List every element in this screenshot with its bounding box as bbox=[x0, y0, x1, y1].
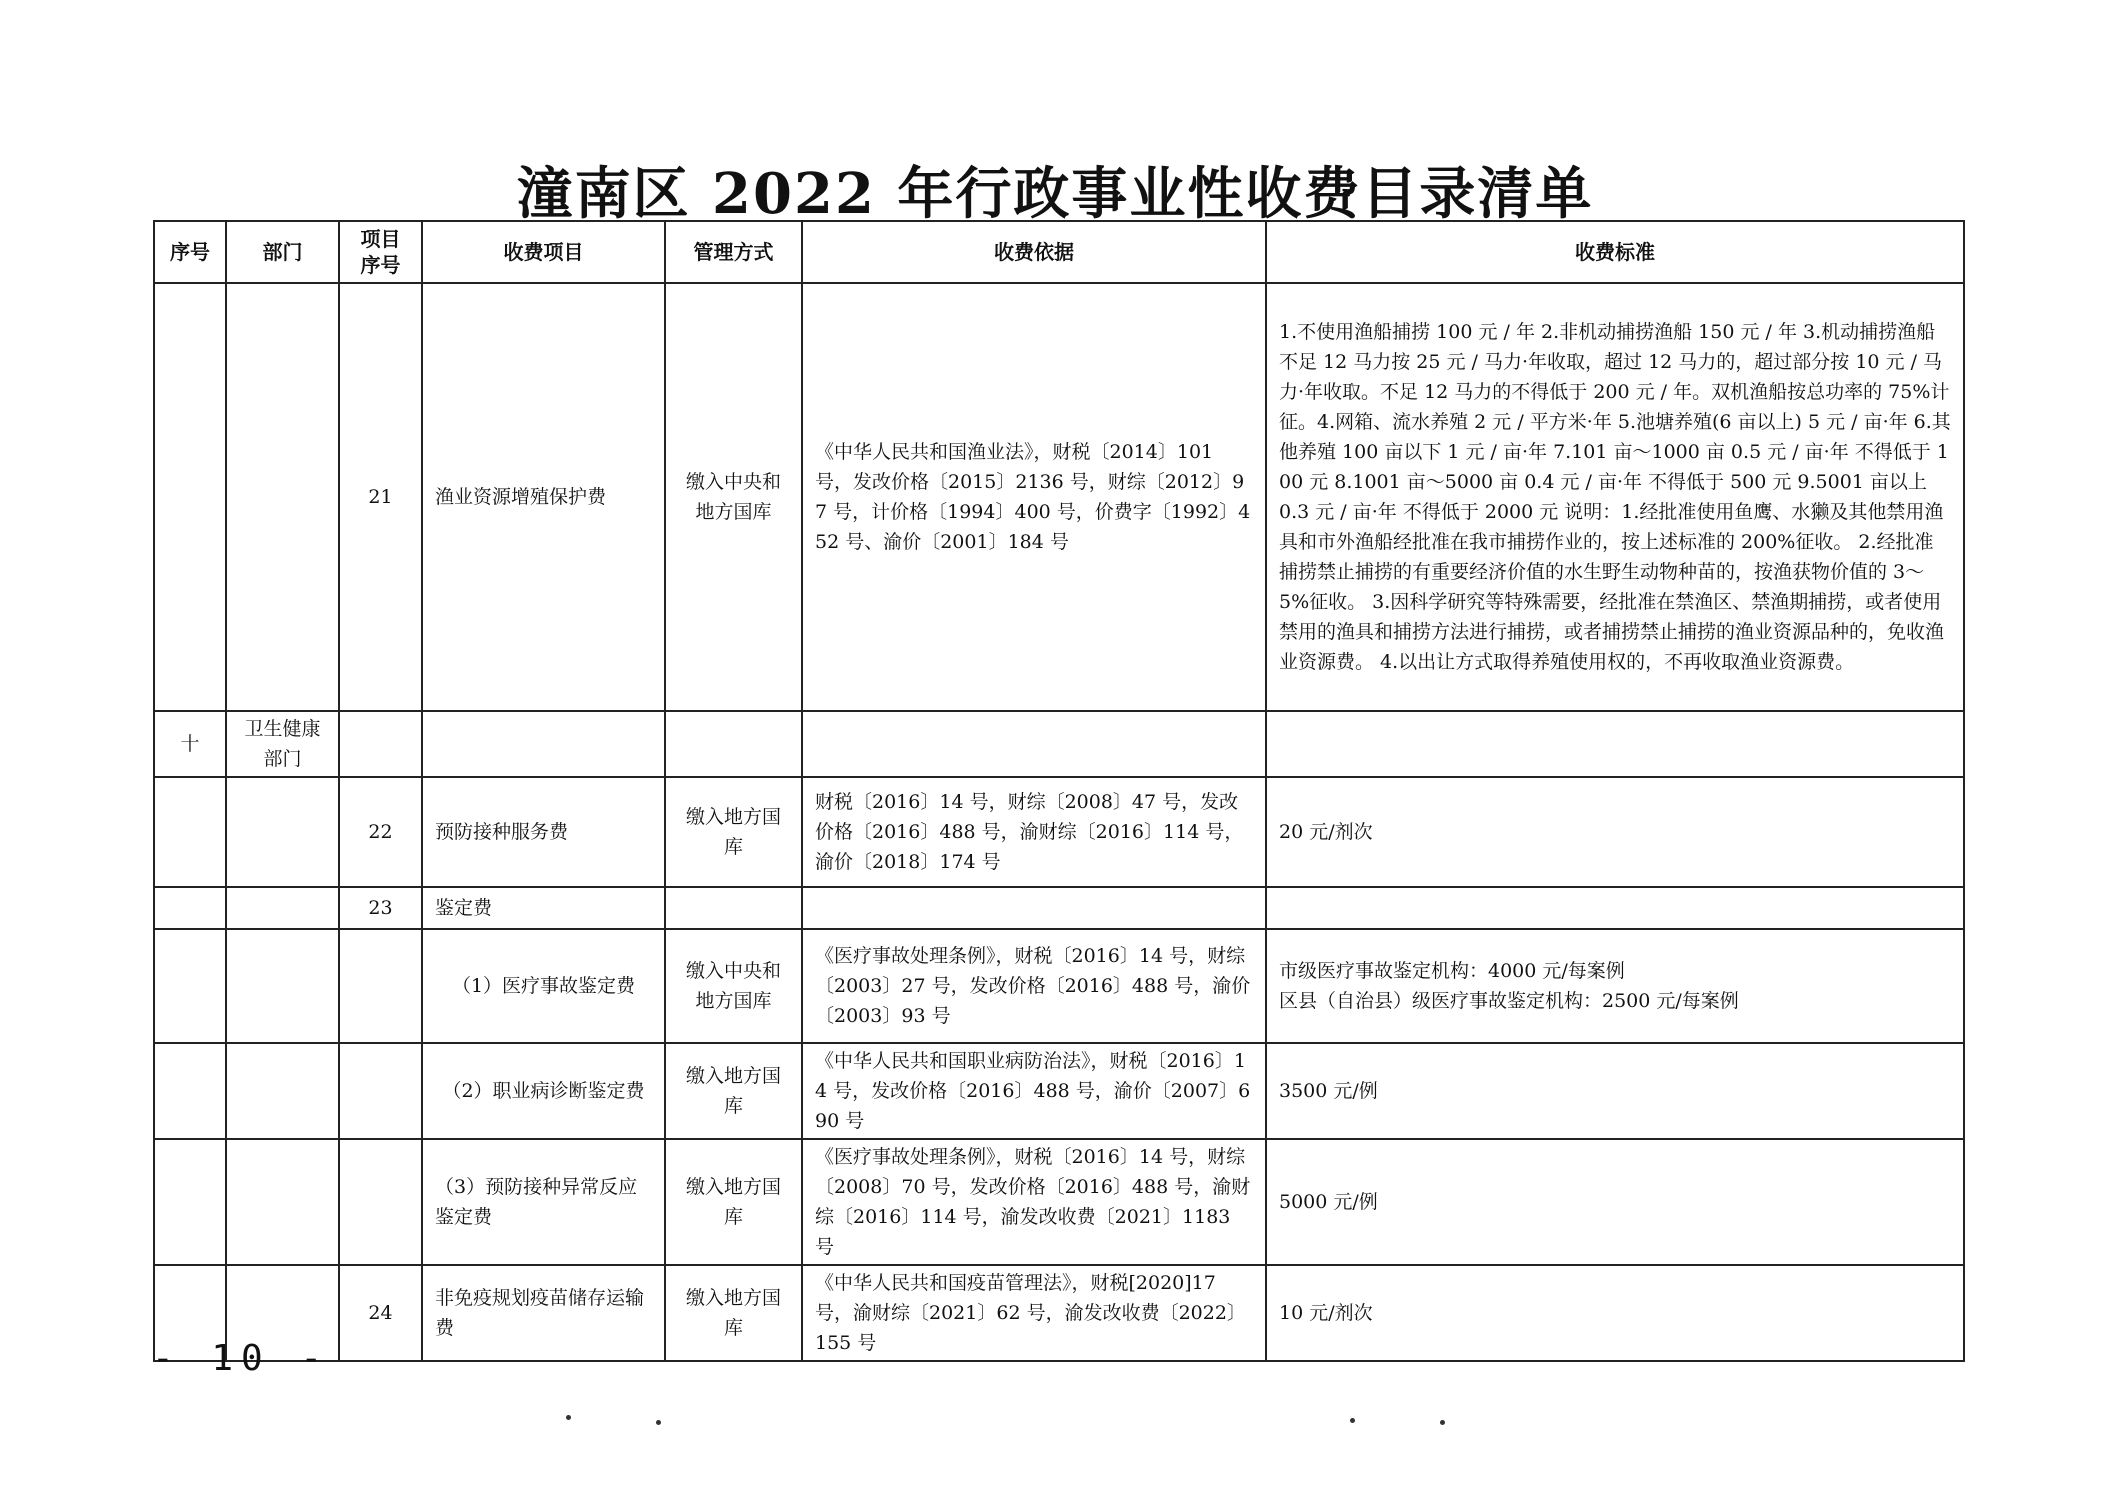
cell-basis bbox=[802, 887, 1266, 929]
header-seq: 序号 bbox=[154, 221, 226, 283]
scan-speck bbox=[1440, 1420, 1445, 1425]
table-row bbox=[154, 929, 1964, 1043]
cell-item: （1）医疗事故鉴定费 bbox=[422, 929, 665, 1043]
cell-mgmt: 缴入地方国库 bbox=[665, 1265, 802, 1361]
standard-line: 区县（自治县）级医疗事故鉴定机构：2500 元/每案例 bbox=[1279, 990, 1739, 1012]
cell-dept bbox=[226, 887, 339, 929]
cell-basis bbox=[802, 711, 1266, 777]
standard-line: 市级医疗事故鉴定机构：4000 元/每案例 bbox=[1279, 960, 1625, 982]
cell-basis: 财税〔2016〕14 号，财综〔2008〕47 号，发改价格〔2016〕488 号，渝财综〔2016〕114 号，渝价〔2018〕174 号 bbox=[802, 777, 1266, 887]
cell-dept bbox=[226, 1139, 339, 1265]
table-row bbox=[154, 283, 1964, 711]
cell-item: 预防接种服务费 bbox=[422, 777, 665, 887]
table-row bbox=[154, 1139, 1964, 1265]
cell-item-seq: 23 bbox=[339, 887, 422, 929]
cell-item: 非免疫规划疫苗储存运输费 bbox=[422, 1265, 665, 1361]
table-row bbox=[154, 777, 1964, 887]
cell-mgmt: 缴入中央和地方国库 bbox=[665, 283, 802, 711]
cell-standard: 20 元/剂次 bbox=[1266, 777, 1964, 887]
cell-mgmt bbox=[665, 887, 802, 929]
header-basis: 收费依据 bbox=[802, 221, 1266, 283]
cell-item-seq bbox=[339, 711, 422, 777]
cell-basis: 《医疗事故处理条例》，财税〔2016〕14 号，财综〔2008〕70 号，发改价格〔2016〕488 号，渝财综〔2016〕114 号，渝发改收费〔2021〕1183 号 bbox=[802, 1139, 1266, 1265]
table-row bbox=[154, 711, 1964, 777]
scan-speck bbox=[566, 1415, 571, 1420]
cell-mgmt: 缴入中央和地方国库 bbox=[665, 929, 802, 1043]
table-row bbox=[154, 1265, 1964, 1361]
cell-dept bbox=[226, 283, 339, 711]
header-item: 收费项目 bbox=[422, 221, 665, 283]
page-number: - 10 - bbox=[152, 1338, 331, 1379]
cell-seq bbox=[154, 777, 226, 887]
cell-mgmt: 缴入地方国库 bbox=[665, 1139, 802, 1265]
cell-standard: 5000 元/例 bbox=[1266, 1139, 1964, 1265]
cell-seq bbox=[154, 283, 226, 711]
cell-standard: 3500 元/例 bbox=[1266, 1043, 1964, 1139]
cell-item: 鉴定费 bbox=[422, 887, 665, 929]
fee-table bbox=[153, 220, 1965, 1362]
cell-dept: 卫生健康部门 bbox=[226, 711, 339, 777]
cell-item-seq bbox=[339, 1139, 422, 1265]
cell-seq bbox=[154, 887, 226, 929]
cell-mgmt: 缴入地方国库 bbox=[665, 1043, 802, 1139]
cell-mgmt bbox=[665, 711, 802, 777]
table-header-row bbox=[154, 221, 1964, 283]
cell-basis: 《中华人民共和国职业病防治法》，财税〔2016〕14 号，发改价格〔2016〕488 号，渝价〔2007〕690 号 bbox=[802, 1043, 1266, 1139]
cell-mgmt: 缴入地方国库 bbox=[665, 777, 802, 887]
cell-item-seq: 24 bbox=[339, 1265, 422, 1361]
cell-basis: 《中华人民共和国疫苗管理法》，财税[2020]17 号，渝财综〔2021〕62 号，渝发改收费〔2022〕155 号 bbox=[802, 1265, 1266, 1361]
cell-dept bbox=[226, 929, 339, 1043]
cell-seq bbox=[154, 929, 226, 1043]
cell-item-seq: 22 bbox=[339, 777, 422, 887]
cell-standard: 1.不使用渔船捕捞 100 元 / 年 2.非机动捕捞渔船 150 元 / 年 3.机动捕捞渔船 不足 12 马力按 25 元 / 马力·年收取，超过 12 马力的，超过部分按 10 元 / 马力·年收取。不足 12 马力的不得低于 200 元 / 年。双机渔船按总功率的 75%计征。4.网箱、流水养殖 2 元 / 平方米·年 5.池塘养殖(6 亩以上) 5 元 / 亩·年 6.其他养殖 100 亩以下 1 元 / 亩·年 7.101 亩～1000 亩 0.5 元 / 亩·年 不得低于 100 元 8.1001 亩～5000 亩 0.4 元 / 亩·年 不得低于 500 元 9.5001 亩以上 0.3 元 / 亩·年 不得低于 2000 元 说明：1.经批准使用鱼鹰、水獭及其他禁用渔具和市外渔船经批准在我市捕捞作业的，按上述标准的 200%征收。 2.经批准捕捞禁止捕捞的有重要经济价值的水生野生动物种苗的，按渔获物价值的 3～5%征收。 3.因科学研究等特殊需要，经批准在禁渔区、禁渔期捕捞，或者使用禁用的渔具和捕捞方法进行捕捞，或者捕捞禁止捕捞的渔业资源品种的，免收渔业资源费。 4.以出让方式取得养殖使用权的，不再收取渔业资源费。 bbox=[1266, 283, 1964, 711]
table-row bbox=[154, 1043, 1964, 1139]
cell-standard bbox=[1266, 887, 1964, 929]
page-title: 潼南区 2022 年行政事业性收费目录清单 bbox=[516, 161, 1594, 227]
header-standard: 收费标准 bbox=[1266, 221, 1964, 283]
header-item-seq: 项目序号 bbox=[339, 221, 422, 283]
cell-standard bbox=[1266, 929, 1964, 1043]
cell-item bbox=[422, 711, 665, 777]
cell-basis: 《中华人民共和国渔业法》，财税〔2014〕101 号，发改价格〔2015〕2136 号，财综〔2012〕97 号，计价格〔1994〕400 号，价费字〔1992〕452 号、渝价〔2001〕184 号 bbox=[802, 283, 1266, 711]
cell-item-seq bbox=[339, 1043, 422, 1139]
header-dept: 部门 bbox=[226, 221, 339, 283]
scan-speck bbox=[1350, 1418, 1355, 1423]
cell-standard bbox=[1266, 711, 1964, 777]
table-row bbox=[154, 887, 1964, 929]
cell-item: （2）职业病诊断鉴定费 bbox=[422, 1043, 665, 1139]
header-mgmt: 管理方式 bbox=[665, 221, 802, 283]
cell-seq: 十 bbox=[154, 711, 226, 777]
cell-standard: 10 元/剂次 bbox=[1266, 1265, 1964, 1361]
cell-seq bbox=[154, 1139, 226, 1265]
cell-basis: 《医疗事故处理条例》，财税〔2016〕14 号，财综〔2003〕27 号，发改价格〔2016〕488 号，渝价〔2003〕93 号 bbox=[802, 929, 1266, 1043]
cell-item-seq: 21 bbox=[339, 283, 422, 711]
cell-item-seq bbox=[339, 929, 422, 1043]
cell-item: （3）预防接种异常反应鉴定费 bbox=[422, 1139, 665, 1265]
scan-speck bbox=[656, 1420, 661, 1425]
cell-dept bbox=[226, 777, 339, 887]
cell-item: 渔业资源增殖保护费 bbox=[422, 283, 665, 711]
cell-dept bbox=[226, 1043, 339, 1139]
cell-seq bbox=[154, 1043, 226, 1139]
